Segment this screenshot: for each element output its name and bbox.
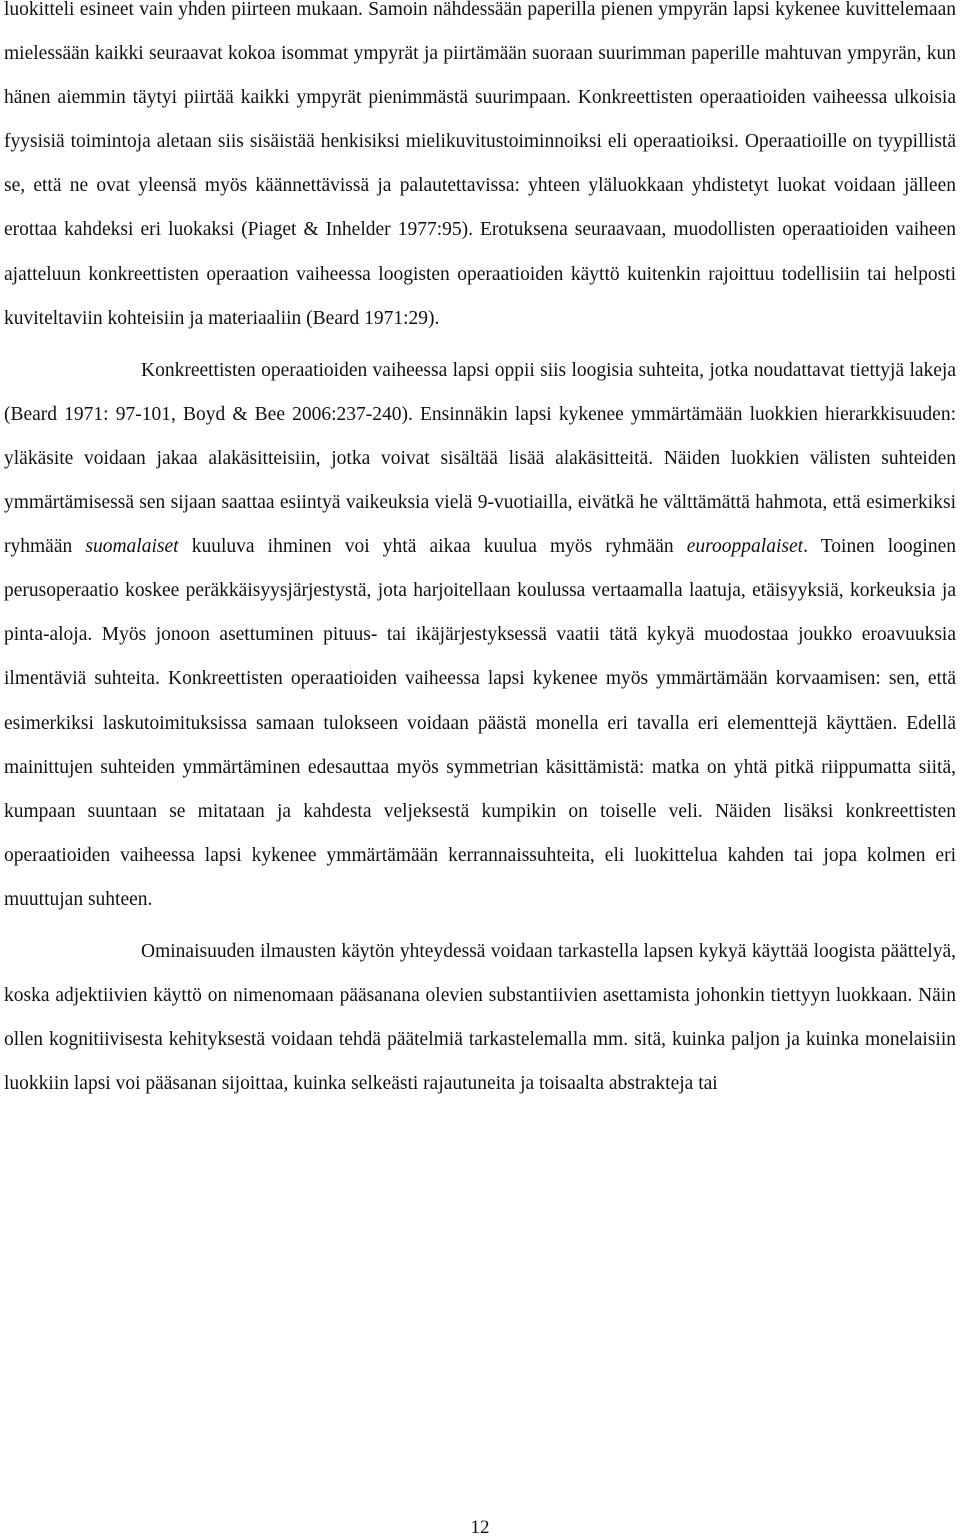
term-suomalaiset: suomalaiset	[85, 536, 179, 558]
paragraph-1-text: luokitteli esineet vain yhden piirteen mukaan. Samoin nähdessään paperilla pienen ympyrän lapsi kykenee kuvittelemaan mielessään kaikki seuraavat kokoa isommat ympyrät ja piirtämään suoraan suurimman paperille mahtuvan ympyrän, kun hänen aiemmin täytyi piirtää kaikki ympyrät pienimmästä suurimpaan. Konkreettisten operaatioiden vaiheessa ulkoisia fyysisiä toimintoja aletaan siis sisäistää henkisiksi mielikuvitustoiminnoiksi eli operaatioiksi. Operaatioille on tyypillistä se, että ne ovat yleensä myös käännettävissä ja palautettavissa: yhteen yläluokkaan yhdistetyt luokat voidaan jälleen erottaa kahdeksi eri luokaksi (Piaget & Inhelder 1977:95). Erotuksena seuraavaan, muodollisten operaatioiden vaiheen ajatteluun konkreettisten operaation vaiheessa loogisten operaatioiden käyttö kuitenkin rajoittuu todellisiin tai helposti kuviteltaviin kohteisiin ja materiaaliin (Beard 1971:29).	[4, 0, 956, 329]
paragraph-2-text-a: Konkreettisten operaatioiden vaiheessa lapsi oppii siis loogisia suhteita, jotka noudattavat tiettyjä lakeja (Beard 1971: 97-101, Boyd & Bee 2006:237-240). Ensinnäkin lapsi kykenee ymmärtämään luokkien hierarkkisuuden: yläkäsite voidaan jakaa alakäsitteisiin, jotka voivat sisältää lisää alakäsitteitä. Näiden luokkien välisten suhteiden ymmärtämisessä sen sijaan saattaa esiintyä vaikeuksia vielä 9-vuotiailla, eivätkä he välttämättä hahmota, että esimerkiksi ryhmään	[4, 359, 956, 558]
paragraph-2-text-c: . Toinen looginen perusoperaatio koskee peräkkäisyysjärjestystä, jota harjoitellaan koulussa vertaamalla laatuja, etäisyyksiä, korkeuksia ja pinta-aloja. Myös jonoon asettuminen pituus- tai ikäjärjestyksessä vaatii tätä kykyä muodostaa joukko eroavuuksia ilmentäviä suhteita. Konkreettisten operaatioiden vaiheessa lapsi kykenee myös ymmärtämään korvaamisen: sen, että esimerkiksi laskutoimituksissa samaan tulokseen voidaan päästä monella eri tavalla eri elementtejä käyttäen. Edellä mainittujen suhteiden ymmärtäminen edesauttaa myös symmetrian käsittämistä: matka on yhtä pitkä riippumatta siitä, kumpaan suuntaan se mitataan ja kahdesta veljeksestä kumpikin on toiselle veli. Näiden lisäksi konkreettisten operaatioiden vaiheessa lapsi kykenee ymmärtämään kerrannaissuhteita, eli luokittelua kahden tai jopa kolmen eri muuttujan suhteen.	[4, 536, 956, 910]
paragraph-2-text-b: kuuluva ihminen voi yhtä aikaa kuulua myös ryhmään	[178, 536, 687, 558]
paragraph-3	[4, 930, 956, 1106]
term-eurooppalaiset: eurooppalaiset	[686, 536, 804, 558]
paragraph-3-text: Ominaisuuden ilmausten käytön yhteydessä voidaan tarkastella lapsen kykyä käyttää loogista päättelyä, koska adjektiivien käyttö on nimenomaan pääsanana olevien substantiivien asettamista johonkin tiettyyn luokkaan. Näin ollen kognitiivisesta kehityksestä voidaan tehdä päätelmiä tarkastelemalla mm. sitä, kuinka paljon ja kuinka monelaisiin luokkiin lapsi voi pääsanan sijoittaa, kuinka selkeästi rajautuneita ja toisaalta abstrakteja tai	[4, 940, 956, 1095]
paragraph-gap	[4, 341, 956, 349]
paragraph-1	[4, 0, 956, 341]
page-number: 12	[470, 1517, 490, 1538]
paragraph-gap	[4, 922, 956, 930]
paragraph-2	[4, 349, 956, 922]
